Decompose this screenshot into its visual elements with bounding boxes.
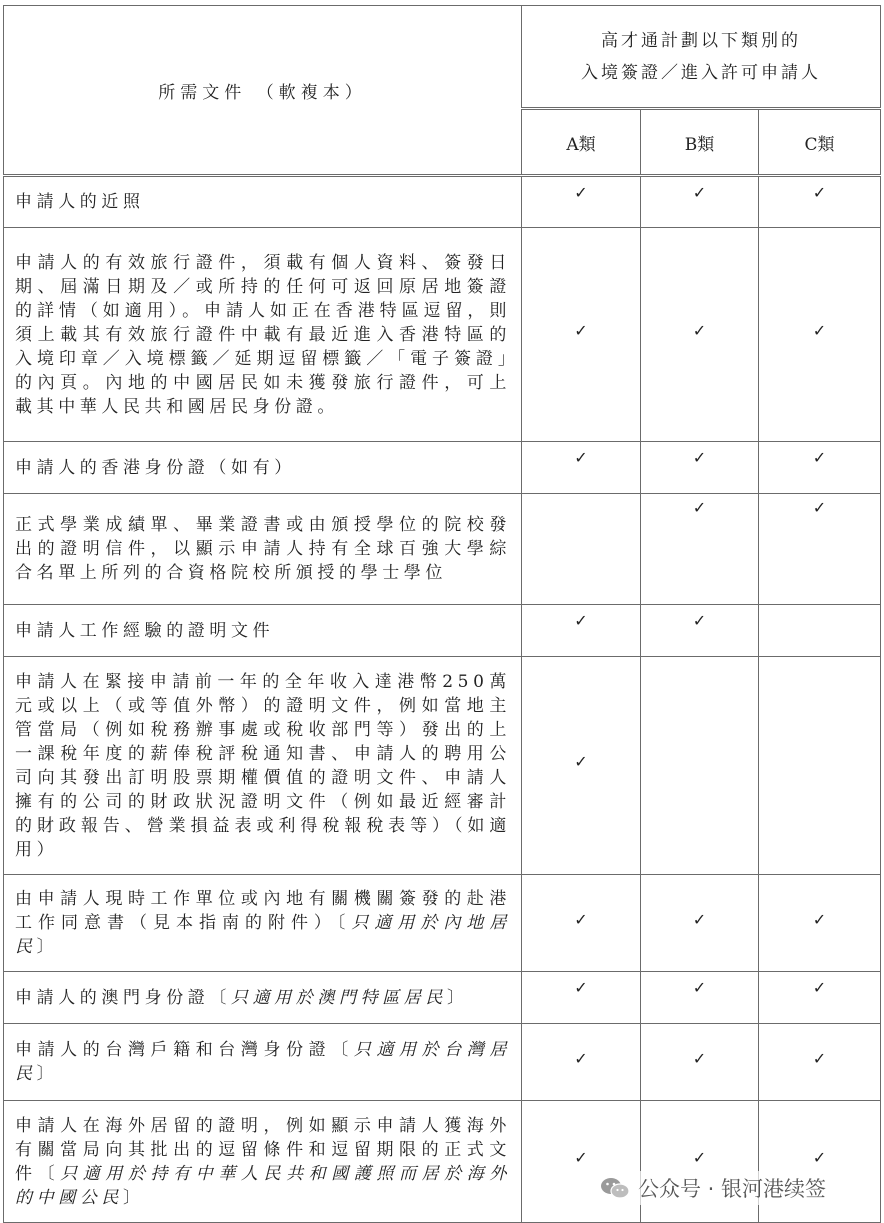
row-note: 只適用於澳門特區居民 xyxy=(231,987,447,1008)
row-note: 只適用於台灣居民 xyxy=(15,1040,512,1084)
category-b-check: ✓ xyxy=(641,228,759,442)
category-c-check: ✓ xyxy=(759,1024,881,1101)
category-b-check: ✓ xyxy=(641,176,759,228)
category-c-check: ✓ xyxy=(759,442,881,494)
category-a-check: ✓ xyxy=(522,176,641,228)
category-c-header: C類 xyxy=(759,109,881,176)
row-suffix: 〕 xyxy=(36,937,59,957)
category-c-check: ✓ xyxy=(759,494,881,605)
table-row xyxy=(4,176,881,228)
row-text: 申請人工作經驗的證明文件 xyxy=(15,620,275,641)
table-row xyxy=(4,494,881,605)
watermark-text: 公众号 · 银河港续签 xyxy=(638,1177,827,1201)
category-a-check: ✓ xyxy=(522,228,641,442)
row-suffix: 〕 xyxy=(36,1064,59,1084)
row-description xyxy=(4,605,522,657)
category-a-check: ✓ xyxy=(522,1024,641,1101)
category-b-check: ✓ xyxy=(641,1101,759,1223)
row-description xyxy=(4,494,522,605)
row-description xyxy=(4,657,522,875)
category-a-header: A類 xyxy=(522,109,641,176)
category-b-header: B類 xyxy=(641,109,759,176)
row-text: 申請人在海外居留的證明，例如顯示申請人獲海外有關當局向其批出的逗留條件和逗留期限的正式文件〔 xyxy=(15,1115,511,1184)
category-a-check: ✓ xyxy=(522,1101,641,1223)
applicants-column-header xyxy=(522,6,881,109)
category-a-check: ✓ xyxy=(522,972,641,1024)
row-text: 申請人的台灣戶籍和台灣身份證〔 xyxy=(15,1040,354,1060)
category-c-check xyxy=(759,657,881,875)
category-a-check: ✓ xyxy=(522,605,641,657)
row-text: 申請人的有效旅行證件，須載有個人資料、簽發日期、屆滿日期及／或所持的任何可返回原居地簽證的詳情（如適用）。申請人如正在香港特區逗留，則須上載其有效旅行證件中載有最近進入香港特區的入境印章／入境標籤／延期逗留標籤／「電子簽證」的內頁。內地的中國居民如未獲發旅行證件，可上載其中華人民共和國居民身份證。 xyxy=(15,252,511,417)
table-row xyxy=(4,442,881,494)
category-b-check: ✓ xyxy=(641,442,759,494)
row-description xyxy=(4,228,522,442)
row-suffix: 〕 xyxy=(123,1187,145,1208)
category-b-check: ✓ xyxy=(641,605,759,657)
category-c-check: ✓ xyxy=(759,228,881,442)
category-c-check: ✓ xyxy=(759,1101,881,1223)
category-b-check: ✓ xyxy=(641,972,759,1024)
row-description xyxy=(4,1024,522,1101)
row-description xyxy=(4,442,522,494)
row-text: 申請人的近照 xyxy=(15,192,145,212)
row-description xyxy=(4,1101,522,1223)
row-text: 申請人的澳門身份證〔 xyxy=(15,987,231,1008)
documents-column-header: 所需文件 （軟複本） xyxy=(4,6,522,176)
row-note: 只適用於內地居民 xyxy=(15,913,512,957)
row-description xyxy=(4,875,522,972)
table-row xyxy=(4,972,881,1024)
row-description xyxy=(4,972,522,1024)
row-text: 申請人在緊接申請前一年的全年收入達港幣250萬元或以上（或等值外幣）的證明文件，例如當地主管當局（例如稅務辦事處或稅收部門等）發出的上一課稅年度的薪俸稅評稅通知書、申請人的聘用公司向其發出訂明股票期權價值的證明文件、申請人擁有的公司的財政狀況證明文件（例如最近經審計的財政報告、營業損益表或利得稅報稅表等）（如適用） xyxy=(15,671,511,860)
category-a-check xyxy=(522,494,641,605)
category-c-check: ✓ xyxy=(759,972,881,1024)
category-a-check: ✓ xyxy=(522,875,641,972)
row-text: 申請人的香港身份證（如有） xyxy=(15,457,296,478)
row-note: 只適用於持有中華人民共和國護照而居於海外的中國公民 xyxy=(15,1163,512,1208)
wechat-watermark xyxy=(600,1171,870,1205)
row-suffix: 〕 xyxy=(447,987,469,1008)
applicants-header-line-1: 高才通計劃以下類別的 xyxy=(601,30,801,51)
category-c-check: ✓ xyxy=(759,176,881,228)
category-a-check: ✓ xyxy=(522,442,641,494)
row-description xyxy=(4,176,522,228)
documents-table xyxy=(3,5,881,1223)
table-row xyxy=(4,657,881,875)
category-c-check: ✓ xyxy=(759,875,881,972)
category-b-check: ✓ xyxy=(641,494,759,605)
table-row xyxy=(4,875,881,972)
category-b-check: ✓ xyxy=(641,1024,759,1101)
category-a-check: ✓ xyxy=(522,657,641,875)
applicants-header-line-2: 入境簽證／進入許可申請人 xyxy=(581,62,821,83)
row-text: 正式學業成績單、畢業證書或由頒授學位的院校發出的證明信件，以顯示申請人持有全球百強大學綜合名單上所列的合資格院校所頒授的學士學位 xyxy=(15,515,511,583)
table-row xyxy=(4,228,881,442)
table-row xyxy=(4,1024,881,1101)
category-b-check: ✓ xyxy=(641,875,759,972)
category-b-check xyxy=(641,657,759,875)
category-c-check xyxy=(759,605,881,657)
table-row xyxy=(4,605,881,657)
row-text: 由申請人現時工作單位或內地有關機關簽發的赴港工作同意書（見本指南的附件）〔 xyxy=(15,889,511,933)
wechat-icon xyxy=(600,1176,630,1200)
